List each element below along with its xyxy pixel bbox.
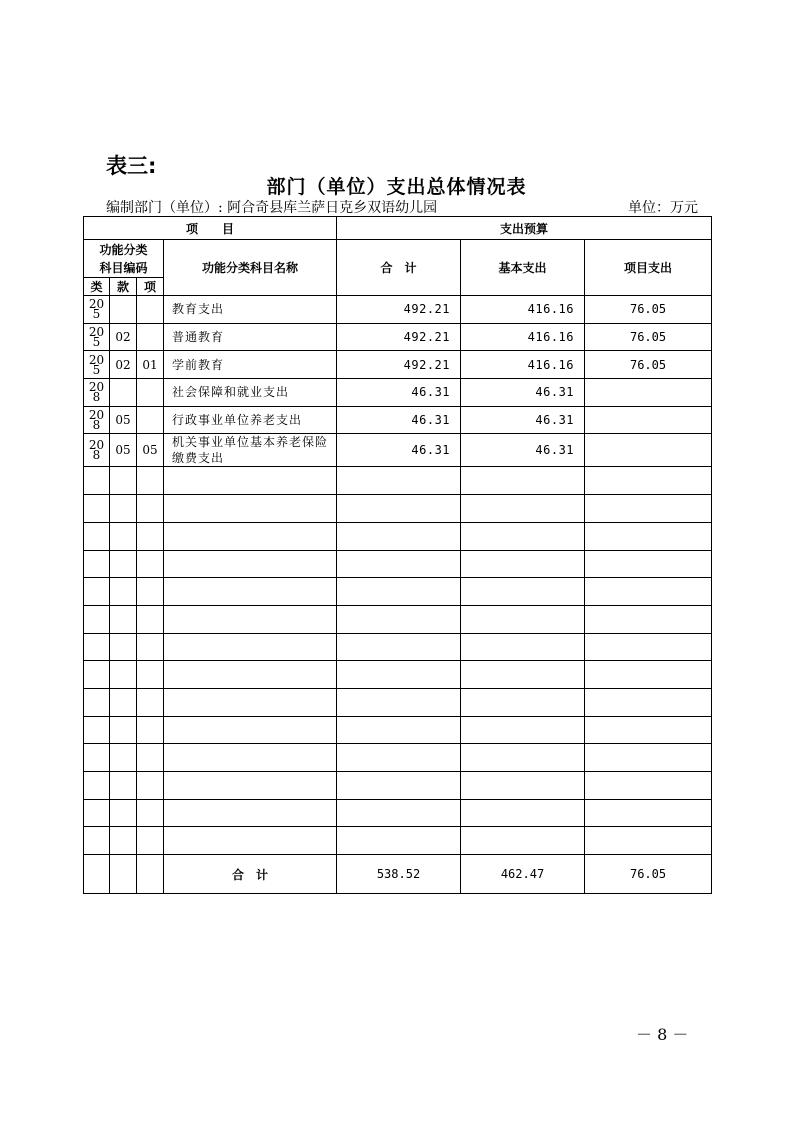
- empty-cell: [137, 467, 164, 495]
- empty-cell: [84, 605, 110, 633]
- table-row: [84, 379, 712, 407]
- empty-cell: [585, 633, 712, 661]
- empty-cell: [585, 605, 712, 633]
- header-project: 项目支出: [585, 240, 712, 296]
- total-basic: 462.47: [461, 855, 585, 894]
- empty-cell: [337, 716, 461, 744]
- empty-cell: [585, 688, 712, 716]
- total-sum: 538.52: [337, 855, 461, 894]
- empty-cell: [110, 605, 137, 633]
- empty-cell: [84, 772, 110, 800]
- empty-cell: [585, 467, 712, 495]
- empty-row: [84, 550, 712, 578]
- unit-label: 单位：万元: [628, 200, 698, 216]
- cell-basic: 46.31: [461, 434, 585, 467]
- header-xiang: 项: [137, 278, 164, 296]
- empty-cell: [110, 633, 137, 661]
- cell-total: 492.21: [337, 296, 461, 324]
- empty-cell: [164, 799, 337, 827]
- empty-cell: [110, 716, 137, 744]
- empty-cell: [585, 522, 712, 550]
- empty-cell: [110, 522, 137, 550]
- empty-cell: [84, 716, 110, 744]
- cell-xiang: 05: [137, 434, 164, 467]
- empty-cell: [337, 605, 461, 633]
- empty-cell: [461, 744, 585, 772]
- empty-cell: [164, 661, 337, 689]
- cell-lei: 205: [84, 296, 110, 324]
- cell-xiang: [137, 323, 164, 351]
- empty-cell: [137, 550, 164, 578]
- header-name: 功能分类科目名称: [164, 240, 337, 296]
- total-lei-cell: [84, 855, 110, 894]
- empty-cell: [461, 772, 585, 800]
- empty-cell: [164, 495, 337, 523]
- empty-cell: [337, 661, 461, 689]
- cell-lei: 208: [84, 406, 110, 434]
- cell-basic: 416.16: [461, 351, 585, 379]
- empty-cell: [585, 495, 712, 523]
- cell-lei: 208: [84, 379, 110, 407]
- empty-cell: [337, 550, 461, 578]
- total-kuan-cell: [110, 855, 137, 894]
- empty-cell: [585, 578, 712, 606]
- empty-cell: [137, 827, 164, 855]
- empty-cell: [337, 772, 461, 800]
- empty-row: [84, 633, 712, 661]
- cell-total: 46.31: [337, 406, 461, 434]
- cell-basic: 416.16: [461, 296, 585, 324]
- cell-kuan: [110, 379, 137, 407]
- cell-name: 社会保障和就业支出: [164, 379, 337, 407]
- compiler-label: 编制部门（单位）:: [106, 200, 223, 216]
- empty-row: [84, 744, 712, 772]
- table-row: [84, 434, 712, 467]
- header-budget: 支出预算: [337, 217, 712, 240]
- budget-table: [83, 216, 712, 894]
- empty-row: [84, 578, 712, 606]
- cell-name: 学前教育: [164, 351, 337, 379]
- empty-cell: [137, 633, 164, 661]
- empty-cell: [110, 688, 137, 716]
- header-basic: 基本支出: [461, 240, 585, 296]
- total-xiang-cell: [137, 855, 164, 894]
- empty-cell: [461, 550, 585, 578]
- empty-cell: [164, 633, 337, 661]
- compiler-line: [106, 197, 437, 217]
- header-code-line1: 功能分类: [99, 242, 148, 257]
- empty-cell: [137, 716, 164, 744]
- empty-cell: [137, 522, 164, 550]
- empty-cell: [110, 799, 137, 827]
- empty-row: [84, 772, 712, 800]
- empty-cell: [461, 716, 585, 744]
- empty-cell: [585, 799, 712, 827]
- empty-cell: [461, 467, 585, 495]
- empty-cell: [84, 578, 110, 606]
- empty-cell: [337, 688, 461, 716]
- cell-project: [585, 406, 712, 434]
- empty-cell: [84, 661, 110, 689]
- empty-cell: [137, 744, 164, 772]
- empty-cell: [84, 688, 110, 716]
- total-label: 合 计: [164, 855, 337, 894]
- cell-project: 76.05: [585, 323, 712, 351]
- header-row-1: [84, 217, 712, 240]
- cell-basic: 46.31: [461, 406, 585, 434]
- empty-row: [84, 522, 712, 550]
- page-number: － 8 －: [636, 1025, 689, 1044]
- empty-cell: [585, 744, 712, 772]
- empty-cell: [164, 744, 337, 772]
- cell-xiang: [137, 379, 164, 407]
- empty-cell: [84, 799, 110, 827]
- header-code-line2: 科目编码: [99, 260, 148, 275]
- cell-xiang: 01: [137, 351, 164, 379]
- empty-cell: [337, 467, 461, 495]
- empty-cell: [110, 550, 137, 578]
- cell-name: 普通教育: [164, 323, 337, 351]
- empty-cell: [337, 744, 461, 772]
- empty-cell: [337, 799, 461, 827]
- empty-cell: [164, 522, 337, 550]
- empty-cell: [164, 772, 337, 800]
- cell-total: 46.31: [337, 379, 461, 407]
- empty-cell: [110, 495, 137, 523]
- empty-cell: [461, 633, 585, 661]
- cell-kuan: [110, 296, 137, 324]
- empty-cell: [110, 661, 137, 689]
- empty-cell: [110, 772, 137, 800]
- empty-cell: [461, 799, 585, 827]
- empty-row: [84, 799, 712, 827]
- table-row: [84, 296, 712, 324]
- empty-row: [84, 716, 712, 744]
- table-row: [84, 351, 712, 379]
- header-row-2: [84, 240, 712, 278]
- empty-cell: [110, 467, 137, 495]
- empty-cell: [164, 550, 337, 578]
- empty-cell: [84, 827, 110, 855]
- empty-cell: [137, 688, 164, 716]
- cell-basic: 416.16: [461, 323, 585, 351]
- empty-cell: [137, 495, 164, 523]
- empty-cell: [461, 578, 585, 606]
- empty-cell: [137, 605, 164, 633]
- cell-xiang: [137, 296, 164, 324]
- empty-cell: [137, 661, 164, 689]
- total-row: [84, 855, 712, 894]
- empty-cell: [585, 550, 712, 578]
- cell-kuan: 05: [110, 406, 137, 434]
- cell-name: 行政事业单位养老支出: [164, 406, 337, 434]
- cell-project: [585, 434, 712, 467]
- empty-row: [84, 495, 712, 523]
- cell-project: 76.05: [585, 296, 712, 324]
- cell-xiang: [137, 406, 164, 434]
- empty-cell: [585, 827, 712, 855]
- cell-total: 492.21: [337, 323, 461, 351]
- header-total: 合 计: [337, 240, 461, 296]
- cell-lei: 205: [84, 323, 110, 351]
- empty-row: [84, 661, 712, 689]
- empty-cell: [164, 605, 337, 633]
- cell-lei: 205: [84, 351, 110, 379]
- cell-kuan: 02: [110, 351, 137, 379]
- table-row: [84, 406, 712, 434]
- cell-project: [585, 379, 712, 407]
- page-title: 部门（单位）支出总体情况表: [266, 176, 527, 198]
- empty-cell: [461, 495, 585, 523]
- empty-cell: [337, 633, 461, 661]
- empty-cell: [461, 661, 585, 689]
- empty-cell: [84, 522, 110, 550]
- empty-cell: [585, 661, 712, 689]
- empty-cell: [137, 772, 164, 800]
- empty-cell: [164, 688, 337, 716]
- empty-row: [84, 467, 712, 495]
- empty-cell: [461, 827, 585, 855]
- table-label: 表三:: [106, 154, 157, 178]
- total-project: 76.05: [585, 855, 712, 894]
- empty-cell: [84, 495, 110, 523]
- empty-cell: [110, 827, 137, 855]
- compiler-name: 阿合奇县库兰萨日克乡双语幼儿园: [227, 200, 438, 216]
- empty-cell: [137, 578, 164, 606]
- empty-row: [84, 827, 712, 855]
- empty-row: [84, 605, 712, 633]
- cell-lei: 208: [84, 434, 110, 467]
- header-item: 项 目: [84, 217, 337, 240]
- empty-cell: [337, 522, 461, 550]
- cell-total: 492.21: [337, 351, 461, 379]
- empty-cell: [585, 772, 712, 800]
- cell-total: 46.31: [337, 434, 461, 467]
- empty-cell: [164, 827, 337, 855]
- header-kuan: 款: [110, 278, 137, 296]
- header-lei: 类: [84, 278, 110, 296]
- empty-cell: [461, 522, 585, 550]
- cell-basic: 46.31: [461, 379, 585, 407]
- cell-project: 76.05: [585, 351, 712, 379]
- empty-cell: [110, 578, 137, 606]
- empty-cell: [110, 744, 137, 772]
- empty-cell: [84, 467, 110, 495]
- empty-cell: [461, 688, 585, 716]
- empty-row: [84, 688, 712, 716]
- empty-cell: [164, 467, 337, 495]
- cell-name: 教育支出: [164, 296, 337, 324]
- empty-cell: [164, 716, 337, 744]
- empty-cell: [585, 716, 712, 744]
- empty-cell: [84, 633, 110, 661]
- empty-cell: [84, 550, 110, 578]
- empty-cell: [164, 578, 337, 606]
- empty-cell: [84, 744, 110, 772]
- empty-cell: [337, 578, 461, 606]
- empty-cell: [337, 495, 461, 523]
- empty-cell: [461, 605, 585, 633]
- empty-cell: [337, 827, 461, 855]
- table-row: [84, 323, 712, 351]
- cell-kuan: 02: [110, 323, 137, 351]
- empty-cell: [137, 799, 164, 827]
- cell-kuan: 05: [110, 434, 137, 467]
- cell-name: 机关事业单位基本养老保险缴费支出: [164, 434, 337, 467]
- header-code: [84, 240, 164, 278]
